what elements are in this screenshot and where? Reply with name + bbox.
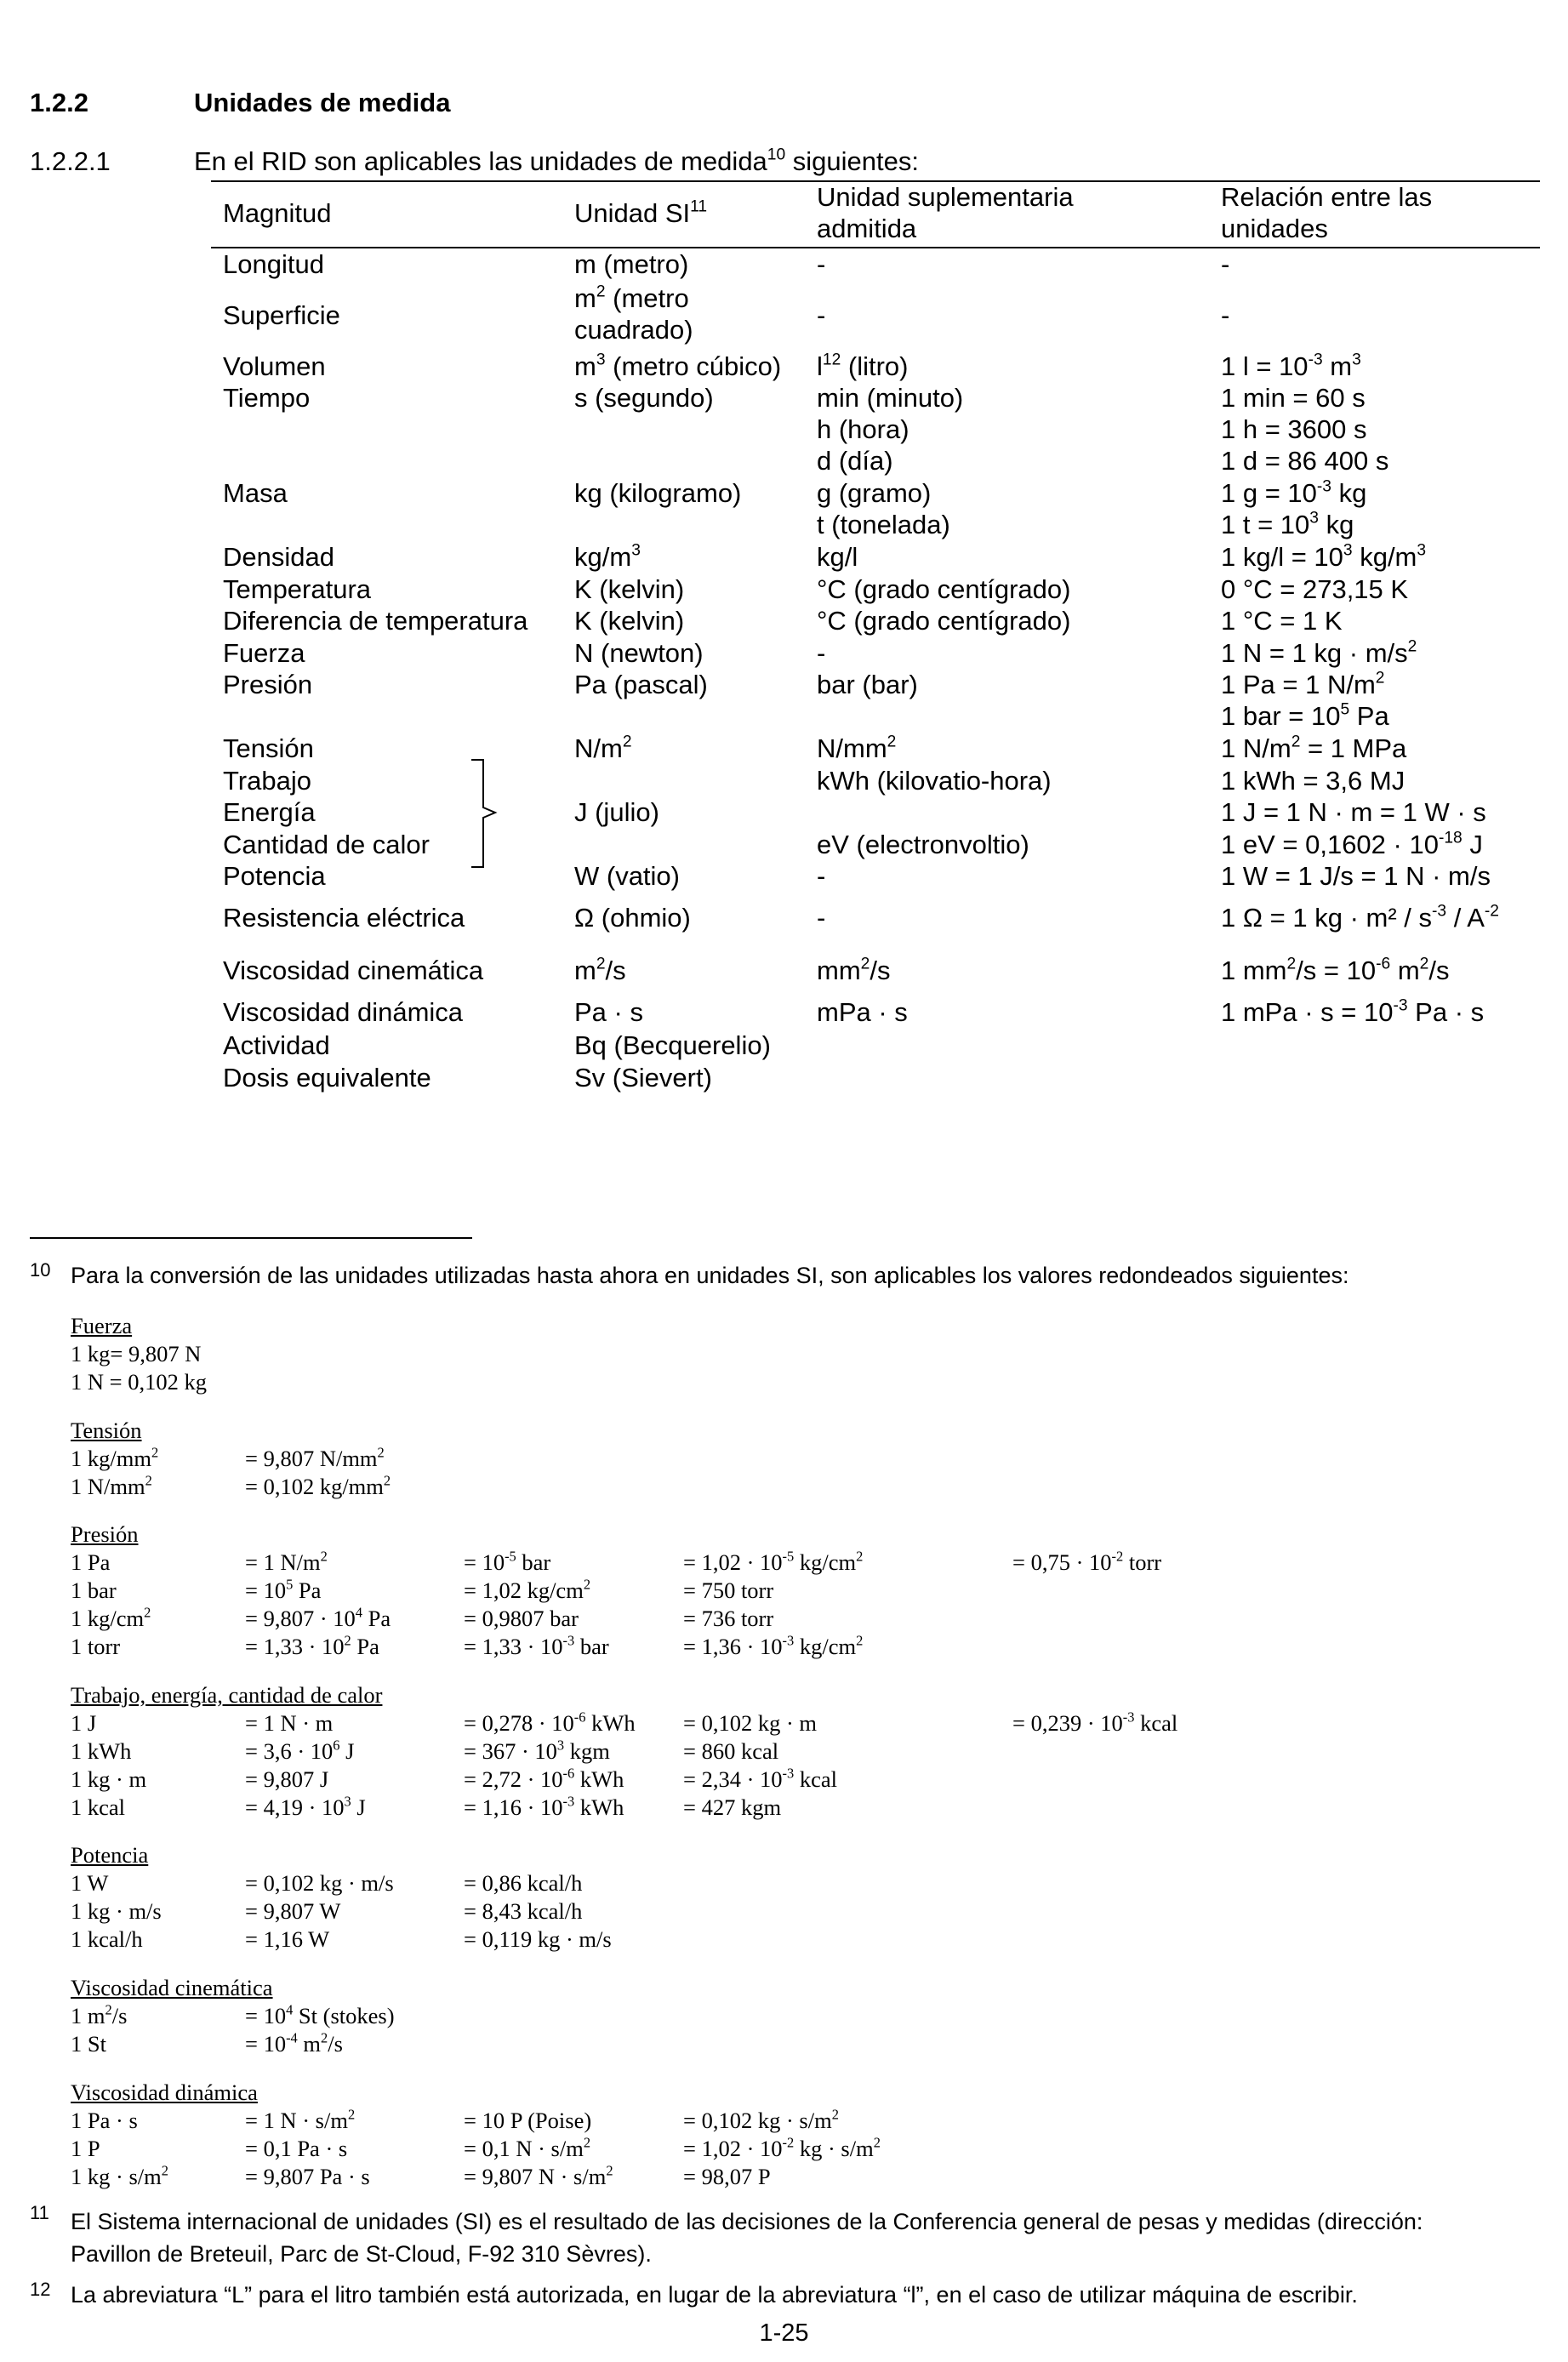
conv-cell: = 0,102 $kg/mm^2$ [245,1472,391,1499]
cell-suplementaria: $mm^2/s$ [817,955,891,985]
conv-cell: = $367 \cdot 10^3$ kgm [464,1737,610,1764]
subsection-number: 1.2.2.1 [30,146,111,176]
conv-cell: = $10^4$ St (stokes) [245,2001,395,2028]
conv-cell: = $1,16 \cdot 10^{-3}$ kWh [464,1793,624,1820]
cell-relacion: 1 $l = 10^{-3}$ $m^3$ [1221,351,1361,381]
conv-cell: 1 Pa [71,1549,111,1575]
cell-relacion: 1 kWh = 3,6 MJ [1221,766,1405,796]
cell-relacion: 1 min = 60 s 1 h = 3600 s 1 d = 86 400 s [1221,383,1389,476]
cell-magnitud: Tensión [223,733,314,763]
conv-cell: = $2,34 \cdot 10^{-3}$ kcal [683,1765,837,1792]
cell-relacion: 1 eV = $0,1602 \cdot 10^{-18}$ J [1221,829,1483,859]
cell-suplementaria: min (minuto) h (hora) d (día) [817,383,964,476]
conv-cell: = $1,02 \cdot 10^{-5}$ $kg/cm^2$ [683,1548,864,1575]
conv-cell: = 1,16 W [245,1926,330,1952]
conv-heading-trabajo: Trabajo, energía, cantidad de calor [71,1682,383,1708]
cell-unidad-si: K (kelvin) [574,574,685,604]
footnote-ref-11[interactable]: 11 [690,197,708,216]
cell-suplementaria: - [817,903,826,933]
cell-magnitud: Fuerza [223,638,305,668]
cell-magnitud: Tiempo [223,383,311,413]
cell-relacion: 1 $mm^2/s = 10^{-6}$ $m^2/s$ [1221,955,1450,985]
conv-cell: 1 kg · m/s [71,1898,162,1924]
conv-cell: = $0,239 \cdot 10^{-3}$ kcal [1012,1709,1178,1736]
cell-unidad-si: K (kelvin) [574,606,685,636]
cell-magnitud: Dosis equivalente [223,1063,431,1093]
page-number: 1-25 [759,2319,809,2347]
cell-unidad-si: $N/m^2$ [574,733,632,763]
conv-cell: 1 kWh [71,1738,132,1764]
footnote-number-11: 11 [30,2202,49,2223]
cell-relacion: 1 $kg/l = 10^3$ $kg/m^3$ [1221,541,1427,572]
conv-cell: = 9,807 Pa · s [245,2164,370,2189]
conv-cell: = 0,119 kg · m/s [464,1926,612,1952]
conv-cell: = $1,36 \cdot 10^{-3}$ $kg/cm^2$ [683,1632,864,1659]
conv-cell: = 1 N · m [245,1710,334,1736]
conv-cell: 1 $kg/cm^2$ [71,1604,151,1631]
footnote-separator [30,1237,472,1239]
conv-cell: = $1,02 \cdot 10^{-2}$ kg · $s/m^2$ [683,2134,881,2161]
conv-cell: = $1,33 \cdot 10^2$ Pa [245,1632,379,1659]
header-magnitud: Magnitud [223,198,332,228]
cell-suplementaria: $N/mm^2$ [817,733,897,763]
cell-relacion: 1 $N/m^2 = 1$ MPa [1221,733,1407,763]
cell-magnitud: Densidad [223,542,334,572]
conv-heading-fuerza: Fuerza [71,1313,133,1338]
conv-cell: 1 kg · m [71,1766,147,1792]
header-relacion: Relación entre las unidades [1221,182,1433,243]
cell-relacion: 0 °C = 273,15 K [1221,574,1409,604]
cell-suplementaria: - [817,300,826,330]
conv-cell: 1 $N/mm^2$ [71,1472,152,1499]
conv-cell: 1 W [71,1870,109,1896]
cell-magnitud: Energía [223,797,316,827]
conv-cell: = $9,807 \cdot 10^4$ Pa [245,1604,391,1631]
conv-heading-tension: Tensión [71,1418,142,1443]
cell-relacion: 1 °C = 1 K [1221,606,1343,636]
conv-cell: = 0,9807 bar [464,1606,579,1631]
cell-unidad-si: J (julio) [574,797,659,827]
conv-heading-visc-cinematica: Viscosidad cinemática [71,1975,273,2000]
conv-cell: = 1,02 $kg/cm^2$ [464,1576,591,1603]
cell-suplementaria: kg/l [817,542,858,572]
cell-suplementaria: - [817,638,826,668]
footnote-number-10: 10 [30,1259,51,1281]
footnote-ref-10[interactable]: 10 [767,145,786,164]
conv-line: 1 N = 0,102 kg [71,1369,207,1395]
cell-magnitud: Diferencia de temperatura [223,606,528,636]
cell-relacion: - [1221,249,1230,279]
cell-unidad-si: Pa · s [574,997,643,1027]
footnote-ref-12[interactable]: 12 [822,351,841,369]
cell-magnitud: Viscosidad dinámica [223,997,464,1027]
cell-magnitud: Cantidad de calor [223,830,430,859]
conv-heading-visc-dinamica: Viscosidad dinámica [71,2080,258,2105]
conv-cell: = $2,72 \cdot 10^{-6}$ kWh [464,1765,624,1792]
conv-cell: 1 kcal/h [71,1926,143,1952]
footnote-10-text: Para la conversión de las unidades utilizadas hasta ahora en unidades SI, son aplicables los valores redondeados siguientes: [71,1263,1349,1288]
footnote-12-text: La abreviatura “L” para el litro también está autorizada, en lugar de la abreviatura “l”, en el caso de utilizar máquina de escribir. [71,2282,1358,2308]
cell-relacion: 1 $g = 10^{-3}$ kg 1 $t = 10^3$ kg [1221,477,1367,539]
cell-unidad-si: $m^2/s$ [574,955,626,985]
conv-cell: 1 $kg/mm^2$ [71,1444,159,1471]
cell-magnitud: Presión [223,670,313,699]
cell-magnitud: Viscosidad cinemática [223,956,484,985]
conv-cell: = 0,102 kg · $s/m^2$ [683,2106,839,2133]
conv-cell: 1 torr [71,1634,121,1659]
cell-unidad-si: Sv (Sievert) [574,1063,712,1093]
conv-cell: = $4,19 \cdot 10^3$ J [245,1793,366,1820]
conv-cell: = $10^5$ Pa [245,1576,322,1603]
conv-cell: = 1 $N \cdot s/m^2$ [245,2106,356,2133]
conv-cell: = 98,07 P [683,2164,771,2189]
conv-cell: = 0,1 Pa · s [245,2136,348,2161]
section-title: Unidades de medida [194,88,451,117]
conv-cell: = 0,1 $N \cdot s/m^2$ [464,2134,591,2161]
cell-suplementaria: bar (bar) [817,670,918,699]
cell-suplementaria: - [817,249,826,279]
section-number: 1.2.2 [30,88,88,117]
footnote-11-text: El Sistema internacional de unidades (SI) es el resultado de las decisiones de la Conferencia general de pesas y medidas (dirección: Pavillon de Breteuil, Parc de St-Cloud, F-92 310 Sèvres). [71,2209,1423,2267]
footnote-number-12: 12 [30,2279,51,2300]
conv-cell: 1 J [71,1710,97,1736]
conv-cell: 1 kcal [71,1794,126,1820]
conv-cell: = 8,43 kcal/h [464,1898,583,1924]
cell-suplementaria: eV (electronvoltio) [817,830,1029,859]
conv-cell: = 9,807 $N \cdot s/m^2$ [464,2162,613,2189]
header-unidad-si: Unidad SI$^{11}$ [574,197,708,228]
cell-magnitud: Longitud [223,249,324,279]
cell-suplementaria: - [817,861,826,891]
conv-cell: = 0,102 kg · m/s [245,1870,394,1896]
conv-cell: = $1,33 \cdot 10^{-3}$ bar [464,1632,609,1659]
cell-suplementaria: °C (grado centígrado) [817,606,1071,636]
conv-cell: 1 bar [71,1578,117,1603]
conv-cell: 1 St [71,2031,106,2057]
cell-suplementaria: $l^{12}$ (litro) [817,351,909,381]
cell-magnitud: Volumen [223,351,326,381]
conv-cell: = 427 kgm [683,1794,782,1820]
conv-cell: = 860 kcal [683,1738,779,1764]
cell-unidad-si: s (segundo) [574,383,714,413]
subsection-intro: En el RID son aplicables las unidades de medida$^{10}$ siguientes: [194,145,919,176]
conv-heading-potencia: Potencia [71,1842,149,1868]
conv-cell: 1 P [71,2136,100,2161]
cell-unidad-si: $m^3$ (metro cúbico) [574,351,782,381]
conv-cell: = 9,807 $N/mm^2$ [245,1444,385,1471]
cell-unidad-si: Ω (ohmio) [574,903,691,933]
cell-magnitud: Temperatura [223,574,372,604]
conv-cell: = $3,6 \cdot 10^6$ J [245,1737,355,1764]
cell-suplementaria: °C (grado centígrado) [817,574,1071,604]
cell-relacion: 1 W = 1 J/s = 1 N · m/s [1221,861,1491,891]
cell-suplementaria: kWh (kilovatio-hora) [817,766,1052,796]
conv-cell: = $0,75 \cdot 10^{-2}$ torr [1012,1548,1162,1575]
cell-unidad-si: N (newton) [574,638,704,668]
cell-relacion: 1 Ω = 1 kg · $m^2 / s^{-3} / A^{-2}$ [1221,902,1499,933]
conv-line: 1 kg= 9,807 N [71,1341,202,1366]
conv-cell: 1 kg · $s/m^2$ [71,2162,168,2189]
cell-magnitud: Resistencia eléctrica [223,903,465,933]
brace-icon [466,758,500,869]
cell-unidad-si: $kg/m^3$ [574,541,641,572]
conv-cell: = 0,102 kg · m [683,1710,818,1736]
cell-relacion: 1 J = 1 N · m = 1 W · s [1221,797,1486,827]
conv-cell: = 0,86 kcal/h [464,1870,583,1896]
conv-cell: 1 Pa · s [71,2108,138,2133]
conv-cell: = $0,278 \cdot 10^{-6}$ kWh [464,1709,636,1736]
cell-unidad-si: kg (kilogramo) [574,478,742,508]
cell-magnitud: Trabajo [223,766,311,796]
conv-cell: = 9,807 J [245,1766,329,1792]
conv-cell: = 9,807 W [245,1898,341,1924]
conv-heading-presion: Presión [71,1521,139,1547]
conv-cell: = $10^{-5}$ bar [464,1548,551,1575]
cell-magnitud: Potencia [223,861,326,891]
conv-cell: 1 $m^2/s$ [71,2001,128,2028]
cell-magnitud: Superficie [223,300,340,330]
conv-cell: = 1 $N/m^2$ [245,1548,328,1575]
conv-cell: = 10 P (Poise) [464,2108,592,2133]
cell-unidad-si: m (metro) [574,249,689,279]
conv-cell: = $10^{-4}$ $m^2/s$ [245,2029,343,2057]
header-unidad-suplementaria: Unidad suplementaria admitida [817,182,1074,243]
cell-suplementaria: mPa · s [817,997,908,1027]
table-header-rule [211,247,1540,248]
cell-relacion: 1 N = 1 kg · $m/s^2$ [1221,637,1417,668]
conv-cell: = 736 torr [683,1606,774,1631]
cell-unidad-si: W (vatio) [574,861,680,891]
cell-magnitud: Actividad [223,1030,330,1060]
cell-unidad-si: Bq (Becquerelio) [574,1030,771,1060]
cell-suplementaria: g (gramo) t (tonelada) [817,478,950,539]
cell-magnitud: Masa [223,478,288,508]
cell-unidad-si: $m^2$ (metro cuadrado) [574,282,693,345]
cell-relacion: - [1221,300,1230,330]
cell-unidad-si: Pa (pascal) [574,670,708,699]
cell-relacion: 1 Pa = 1 $N/m^2$ 1 bar = $10^5$ Pa [1221,669,1389,731]
conv-cell: = 750 torr [683,1578,774,1603]
cell-relacion: 1 mPa · $s = 10^{-3}$ Pa · s [1221,996,1485,1027]
